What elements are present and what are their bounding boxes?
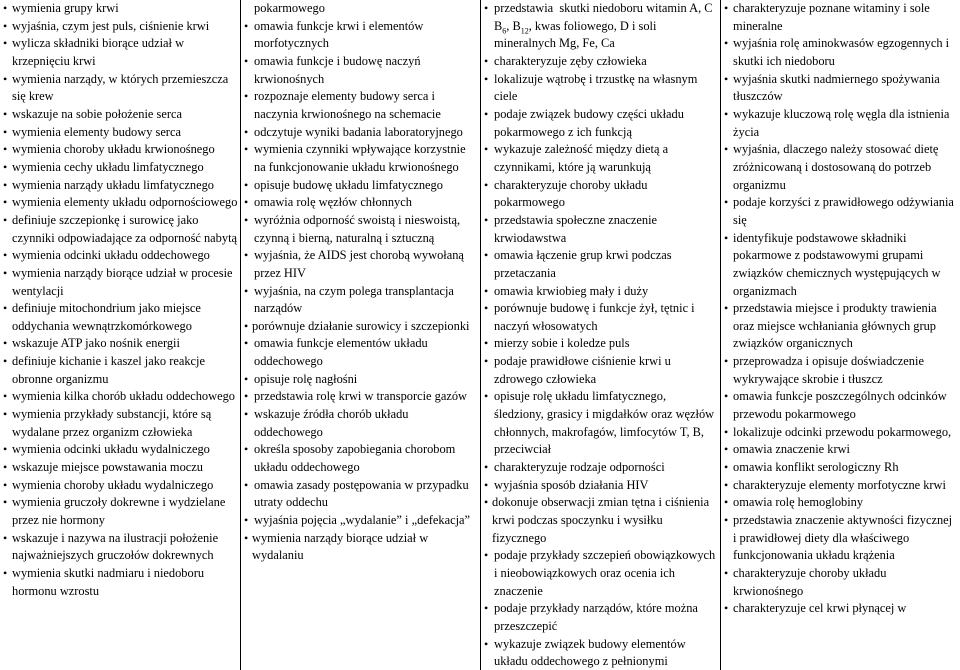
list-item: • przedstawia miejsce i produkty trawienia oraz miejsce wchłaniania głównych grup związków organicznych: [721, 300, 960, 353]
list-item: • lokalizuje wątrobę i trzustkę na własnym ciele: [481, 71, 720, 106]
list-item: • wykazuje kluczową rolę węgla dla istnienia życia: [721, 106, 960, 141]
list-item: • omawia łączenie grup krwi podczas przetaczania: [481, 247, 720, 282]
list-item: • wylicza składniki biorące udział w krzepnięciu krwi: [0, 35, 240, 70]
list-item: • omawia funkcje elementów układu oddechowego: [241, 335, 480, 370]
list-item: • wyjaśnia rolę aminokwasów egzogennych i skutki ich niedoboru: [721, 35, 960, 70]
list-item: • wymienia narządy biorące udział w wydalaniu: [241, 530, 480, 565]
list-item: • identyfikuje podstawowe składniki pokarmowe z podstawowymi grupami związków chemicznych występujących w organizmach: [721, 230, 960, 301]
list-item: • omawia zasady postępowania w przypadku utraty oddechu: [241, 477, 480, 512]
list-item: • omawia rolę węzłów chłonnych: [241, 194, 480, 212]
list-item: • wskazuje źródła chorób układu oddechowego: [241, 406, 480, 441]
list-item: • określa sposoby zapobiegania chorobom układu oddechowego: [241, 441, 480, 476]
list-item: • omawia konflikt serologiczny Rh: [721, 459, 960, 477]
list-item: • wyjaśnia, dlaczego należy stosować dietę zróżnicowaną i dostosowaną do potrzeb organizmu: [721, 141, 960, 194]
list-item: • podaje korzyści z prawidłowego odżywiania się: [721, 194, 960, 229]
list-item: • wymienia kilka chorób układu oddechowego: [0, 388, 240, 406]
list-item: • lokalizuje odcinki przewodu pokarmowego,: [721, 424, 960, 442]
list-item: • przedstawia społeczne znaczenie krwiodawstwa: [481, 212, 720, 247]
list-item: • wymienia skutki nadmiaru i niedoboru hormonu wzrostu: [0, 565, 240, 600]
list-item: • wyjaśnia pojęcia „wydalanie” i „defekacja”: [241, 512, 480, 530]
list-item: • przeprowadza i opisuje doświadczenie wykrywające skrobie i tłuszcz: [721, 353, 960, 388]
list-item: • charakteryzuje zęby człowieka: [481, 53, 720, 71]
list-item: • wyjaśnia skutki nadmiernego spożywania tłuszczów: [721, 71, 960, 106]
requirements-column-4: [721, 0, 960, 670]
list-item: • dokonuje obserwacji zmian tętna i ciśnienia krwi podczas spoczynku i wysiłku fizycznego: [481, 494, 720, 547]
list-item: • omawia funkcje poszczególnych odcinków przewodu pokarmowego: [721, 388, 960, 423]
list-item: • podaje związek budowy części układu pokarmowego z ich funkcją: [481, 106, 720, 141]
requirements-column-1: [0, 0, 240, 670]
list-item: • wymienia przykłady substancji, które są wydalane przez organizm człowieka: [0, 406, 240, 441]
list-item: • porównuje działanie surowicy i szczepionki: [241, 318, 480, 336]
list-item: • przedstawia znaczenie aktywności fizycznej i prawidłowej diety dla właściwego funkcjonowania układu krążenia: [721, 512, 960, 565]
list-item: • wskazuje miejsce powstawania moczu: [0, 459, 240, 477]
list-item: • wymienia narządy biorące udział w procesie wentylacji: [0, 265, 240, 300]
list-item: • wyjaśnia, czym jest puls, ciśnienie krwi: [0, 18, 240, 36]
list-item: • wskazuje i nazywa na ilustracji położenie najważniejszych gruczołów dokrewnych: [0, 530, 240, 565]
list-item: • wykazuje zależność między dietą a czynnikami, które ją warunkują: [481, 141, 720, 176]
list-item: • omawia funkcje krwi i elementów morfotycznych: [241, 18, 480, 53]
list-item: • wymienia cechy układu limfatycznego: [0, 159, 240, 177]
list-item: • charakteryzuje cel krwi płynącej w: [721, 600, 960, 618]
list-item: • omawia krwiobieg mały i duży: [481, 283, 720, 301]
list-item: • wskazuje ATP jako nośnik energii: [0, 335, 240, 353]
list-item: • wskazuje na sobie położenie serca: [0, 106, 240, 124]
list-item: • wymienia grupy krwi: [0, 0, 240, 18]
list-item: • opisuje budowę układu limfatycznego: [241, 177, 480, 195]
list-item: • rozpoznaje elementy budowy serca i naczynia krwionośnego na schemacie: [241, 88, 480, 123]
list-item: • definiuje kichanie i kaszel jako reakcje obronne organizmu: [0, 353, 240, 388]
list-item: • wymienia narządy, w których przemieszcza się krew: [0, 71, 240, 106]
list-item: • podaje przykłady szczepień obowiązkowych i nieobowiązkowych oraz ocenia ich znaczenie: [481, 547, 720, 600]
list-item: • wymienia odcinki układu oddechowego: [0, 247, 240, 265]
list-item: • wymienia choroby układu krwionośnego: [0, 141, 240, 159]
list-item: • omawia funkcje i budowę naczyń krwionośnych: [241, 53, 480, 88]
requirements-column-2: [241, 0, 480, 670]
list-item: • wymienia gruczoły dokrewne i wydzielane przez nie hormony: [0, 494, 240, 529]
list-item: pokarmowego: [254, 1, 325, 15]
list-item: • definiuje mitochondrium jako miejsce oddychania wewnątrzkomórkowego: [0, 300, 240, 335]
list-item: • podaje prawidłowe ciśnienie krwi u zdrowego człowieka: [481, 353, 720, 388]
requirements-column-3: [481, 0, 720, 670]
list-item: • omawia znaczenie krwi: [721, 441, 960, 459]
list-item: • wyjaśnia, że AIDS jest chorobą wywołaną przez HIV: [241, 247, 480, 282]
list-item: • wymienia narządy układu limfatycznego: [0, 177, 240, 195]
list-item: • wymienia choroby układu wydalniczego: [0, 477, 240, 495]
list-item: • wymienia odcinki układu wydalniczego: [0, 441, 240, 459]
list-item: • wymienia elementy budowy serca: [0, 124, 240, 142]
list-item: • charakteryzuje elementy morfotyczne krwi: [721, 477, 960, 495]
list-item: • charakteryzuje choroby układu krwionośnego: [721, 565, 960, 600]
list-item: • charakteryzuje rodzaje odporności: [481, 459, 720, 477]
requirements-list-1: [0, 0, 240, 600]
list-item: • odczytuje wyniki badania laboratoryjnego: [241, 124, 480, 142]
requirements-list-4: [721, 0, 960, 618]
list-item: • porównuje budowę i funkcje żył, tętnic i naczyń włosowatych: [481, 300, 720, 335]
list-item: • definiuje szczepionkę i surowicę jako czynniki odpowiadające za odporność nabytą: [0, 212, 240, 247]
list-item: • opisuje rolę układu limfatycznego, śledziony, grasicy i migdałków oraz węzłów chłonnych, makrofagów, limfocytów T, B, przeciwciał: [481, 388, 720, 459]
list-item: • charakteryzuje choroby układu pokarmowego: [481, 177, 720, 212]
list-item: • wymienia elementy układu odpornościowego: [0, 194, 240, 212]
requirements-list-3: [481, 0, 720, 670]
requirements-list-2: [241, 0, 480, 565]
list-item: • charakteryzuje poznane witaminy i sole mineralne: [721, 0, 960, 35]
list-item: • podaje przykłady narządów, które można przeszczepić: [481, 600, 720, 635]
list-item: • wyjaśnia, na czym polega transplantacja narządów: [241, 283, 480, 318]
list-item: • omawia rolę hemoglobiny: [721, 494, 960, 512]
list-item: • przedstawia rolę krwi w transporcie gazów: [241, 388, 480, 406]
list-item: • przedstawia skutki niedoboru witamin A, C $B_6$, $B_{12}$, kwas foliowego, D i soli mineralnych Mg, Fe, Ca: [481, 0, 720, 53]
list-item: • opisuje rolę nagłośni: [241, 371, 480, 389]
list-item: • wymienia czynniki wpływające korzystnie na funkcjonowanie układu krwionośnego: [241, 141, 480, 176]
list-item: • wykazuje związek budowy elementów układu oddechowego z pełnionymi: [481, 636, 720, 670]
list-item: • wyróżnia odporność swoistą i nieswoistą, czynną i bierną, naturalną i sztuczną: [241, 212, 480, 247]
list-item: • wyjaśnia sposób działania HIV: [481, 477, 720, 495]
list-item: • mierzy sobie i koledze puls: [481, 335, 720, 353]
